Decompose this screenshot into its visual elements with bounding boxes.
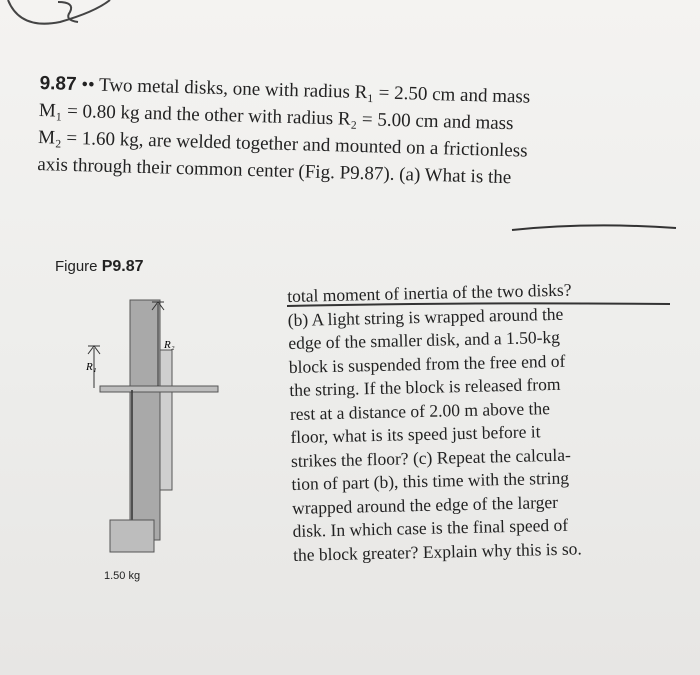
text-line: edge of the smaller disk, and a 1.50-kg	[288, 326, 561, 353]
axle	[100, 386, 218, 392]
problem-text-line: axis through their common center (Fig. P9.87). (a) What is the	[37, 153, 512, 189]
text-line: disk. In which case is the final speed of	[292, 514, 569, 541]
figure-label	[55, 258, 144, 276]
text-line: the string. If the block is released from	[289, 373, 561, 400]
problem-text-line: M₂ = 1.60 kg, are welded together and mounted on a frictionless	[37, 126, 528, 162]
problem-number: 9.87	[39, 72, 77, 96]
r1-label: R₁	[86, 361, 97, 373]
pen-underline	[510, 220, 680, 234]
problem-text-line: Two metal disks, one with radius R₁ = 2.50 cm and mass	[98, 74, 531, 108]
disk-figure	[60, 290, 230, 570]
figure-label-number: P9.87	[101, 258, 144, 275]
text-line: wrapped around the edge of the larger	[291, 491, 559, 518]
small-disk	[160, 350, 172, 490]
continuation-text	[287, 276, 683, 567]
difficulty-dots: ••	[81, 74, 95, 96]
text-line: strikes the floor? (c) Repeat the calcula-	[290, 444, 572, 471]
problem-text-line: M₁ = 0.80 kg and the other with radius R₂ = 5.00 cm and mass	[38, 99, 514, 135]
text-line: (b) A light string is wrapped around the	[287, 303, 564, 330]
text-line: floor, what is its speed just before it	[290, 421, 541, 447]
hanging-block	[110, 520, 154, 552]
figure-label-prefix: Figure	[55, 258, 98, 275]
r2-label: R₂	[164, 339, 175, 351]
handwritten-mark	[0, 0, 120, 40]
text-line: the block greater? Explain why this is so.	[292, 537, 582, 565]
text-line: tion of part (b), this time with the string	[291, 467, 570, 494]
problem-statement	[37, 70, 680, 196]
block-mass-label: 1.50 kg	[104, 570, 141, 582]
text-line: rest at a distance of 2.00 m above the	[289, 397, 551, 424]
text-line: total moment of inertia of the two disks?	[287, 279, 572, 306]
text-line: block is suspended from the free end of	[288, 350, 566, 377]
large-disk	[130, 300, 160, 540]
